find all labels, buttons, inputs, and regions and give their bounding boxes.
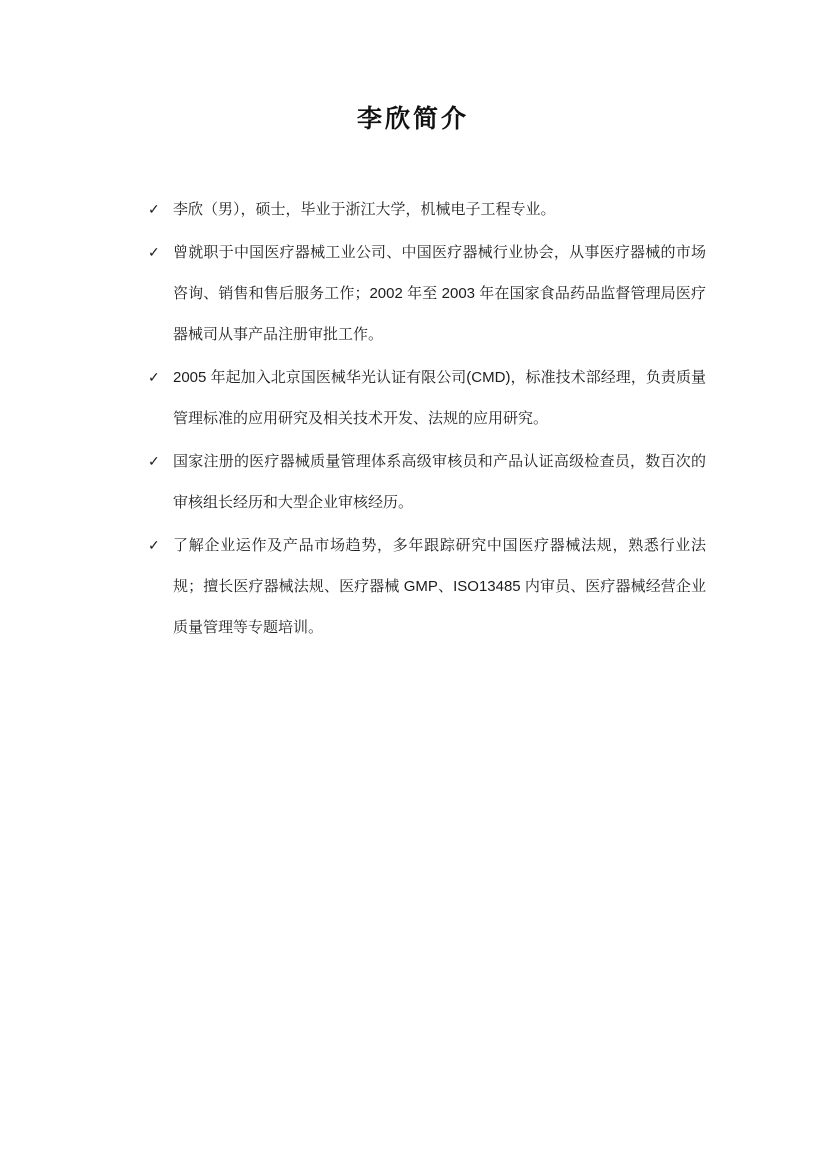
list-item bbox=[148, 357, 706, 439]
bullet-list bbox=[148, 189, 706, 648]
list-item-text: 了解企业运作及产品市场趋势，多年跟踪研究中国医疗器械法规，熟悉行业法规；擅长医疗器械法规、医疗器械 GMP、ISO13485 内审员、医疗器械经营企业质量管理等专题培训。 bbox=[173, 537, 706, 636]
checkmark-icon: ✓ bbox=[148, 201, 160, 217]
list-item bbox=[148, 525, 706, 648]
list-item bbox=[148, 232, 706, 355]
document-title: 李欣简介 bbox=[356, 104, 469, 133]
checkmark-icon: ✓ bbox=[148, 244, 160, 260]
list-item-text: 李欣（男），硕士，毕业于浙江大学，机械电子工程专业。 bbox=[173, 201, 556, 218]
list-item-text: 国家注册的医疗器械质量管理体系高级审核员和产品认证高级检查员，数百次的审核组长经历和大型企业审核经历。 bbox=[173, 453, 706, 511]
list-item-text: 2005 年起加入北京国医械华光认证有限公司(CMD)，标准技术部经理，负责质量管理标准的应用研究及相关技术开发、法规的应用研究。 bbox=[173, 369, 706, 427]
checkmark-icon: ✓ bbox=[148, 369, 160, 385]
list-item bbox=[148, 189, 706, 230]
checkmark-icon: ✓ bbox=[148, 453, 160, 469]
list-item bbox=[148, 441, 706, 523]
checkmark-icon: ✓ bbox=[148, 537, 160, 553]
list-item-text: 曾就职于中国医疗器械工业公司、中国医疗器械行业协会，从事医疗器械的市场咨询、销售和售后服务工作；2002 年至 2003 年在国家食品药品监督管理局医疗器械司从事产品注册审批工作。 bbox=[173, 244, 706, 343]
